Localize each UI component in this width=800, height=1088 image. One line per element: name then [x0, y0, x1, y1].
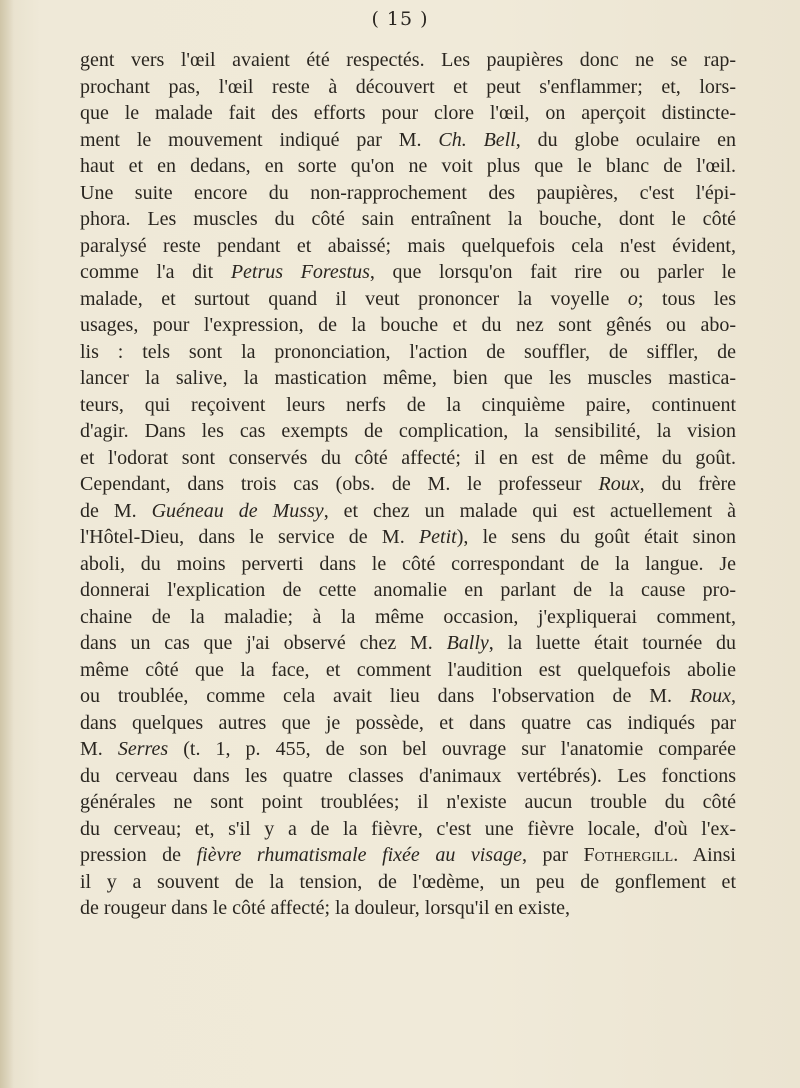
text-line: [80, 710, 736, 737]
text-run: teurs, qui reçoivent leurs nerfs de la cinquième paire, continuent: [80, 393, 736, 416]
text-run: générales ne sont point troublées; il n'existe aucun trouble du côté: [80, 791, 736, 813]
text-run: , par: [521, 844, 584, 866]
text-run: , du globe oculaire en: [515, 128, 736, 151]
text-run: d'agir. Dans les cas exempts de complication, la sensibilité, la vision: [80, 420, 736, 442]
text-line: [80, 286, 736, 313]
text-line: [80, 47, 736, 74]
text-run: pression de: [80, 844, 197, 866]
italic-text: Bally: [446, 632, 489, 654]
text-line: [80, 365, 736, 392]
text-run: ou troublée, comme cela avait lieu dans l'observation de M.: [80, 685, 690, 707]
text-run: chaine de la maladie; à la même occasion, j'expliquerai comment,: [80, 605, 736, 628]
italic-text: Guéneau de Mussy: [151, 499, 324, 522]
text-run: , du frère: [639, 473, 737, 495]
text-line: [80, 100, 736, 127]
text-line: [80, 577, 736, 604]
text-run: lancer la salive, la mastication même, bien que les muscles mastica-: [80, 367, 736, 389]
text-line: [80, 259, 736, 286]
text-run: de M.: [80, 499, 152, 522]
text-run: gent vers l'œil avaient été respectés. Les paupières donc ne se rap-: [80, 49, 736, 71]
text-line: [80, 233, 736, 260]
text-run: paralysé reste pendant et abaissé; mais quelquefois cela n'est évident,: [80, 234, 736, 257]
italic-text: Ch. Bell: [438, 128, 516, 151]
text-line: [80, 604, 736, 631]
text-line: [80, 789, 736, 816]
text-line: [80, 869, 736, 896]
text-run: , et chez un malade qui est actuellement à: [323, 499, 736, 522]
text-line: [80, 763, 736, 790]
italic-text: Petit: [418, 526, 457, 548]
text-run: phora. Les muscles du côté sain entraînent la bouche, dont le côté: [80, 208, 736, 230]
text-line: [80, 392, 736, 419]
text-line: [80, 683, 736, 710]
text-run: ment le mouvement indiqué par M.: [80, 128, 439, 151]
text-run: l'Hôtel-Dieu, dans le service de M.: [80, 526, 419, 548]
text-run: prochant pas, l'œil reste à découvert et peut s'enflammer; et, lors-: [80, 75, 736, 98]
text-run: lis : tels sont la prononciation, l'action de souffler, de siffler, de: [80, 340, 736, 363]
text-run: comme l'a dit: [80, 261, 231, 283]
page-number: ( 15 ): [371, 8, 429, 30]
text-run: de rougeur dans le côté affecté; la douleur, lorsqu'il en existe,: [80, 897, 571, 919]
text-run: du cerveau; et, s'il y a de la fièvre, c'est une fièvre locale, d'où l'ex-: [80, 817, 736, 840]
text-run: dans un cas que j'ai observé chez M.: [80, 632, 447, 654]
text-run: il y a souvent de la tension, de l'œdème, un peu de gonflement et: [80, 870, 736, 893]
text-run: Cependant, dans trois cas (obs. de M. le professeur: [80, 473, 599, 495]
text-line: [80, 630, 736, 657]
text-line: [80, 206, 736, 233]
italic-text: fièvre rhumatismale fixée au visage: [196, 844, 522, 866]
text-run: malade, et surtout quand il veut prononcer la voyelle: [80, 287, 628, 310]
text-run: , la luette était tournée du: [488, 632, 736, 654]
text-run: ; tous les: [637, 287, 736, 310]
italic-text: Petrus Forestus: [230, 261, 370, 283]
text-line: [80, 498, 736, 525]
text-run: même côté que la face, et comment l'audition est quelquefois abolie: [80, 658, 736, 681]
italic-text: Serres: [117, 738, 169, 760]
text-line: [80, 74, 736, 101]
text-run: (t. 1, p. 455, de son bel ouvrage sur l'anatomie comparée: [168, 738, 736, 760]
italic-text: Roux: [598, 473, 640, 495]
text-line: [80, 816, 736, 843]
text-run: Une suite encore du non-rapprochement des paupières, c'est l'épi-: [80, 181, 736, 204]
text-line: [80, 180, 736, 207]
text-run: donnerai l'explication de cette anomalie en parlant de la cause pro-: [80, 579, 736, 601]
body-text: [80, 47, 736, 922]
text-line: [80, 127, 736, 154]
text-line: [80, 339, 736, 366]
text-line: [80, 524, 736, 551]
text-run: du cerveau dans les quatre classes d'animaux vertébrés). Les fonctions: [80, 764, 736, 787]
page-binding-shadow: [0, 0, 14, 1088]
text-line: [80, 471, 736, 498]
italic-text: Roux: [689, 685, 731, 707]
text-run: aboli, du moins perverti dans le côté correspondant de la langue. Je: [80, 552, 736, 575]
text-run: dans quelques autres que je possède, et dans quatre cas indiqués par: [80, 711, 736, 734]
italic-text: o: [627, 287, 638, 310]
text-run: ,: [731, 685, 736, 707]
small-caps-text: Fothergill: [583, 844, 674, 866]
text-line: [80, 418, 736, 445]
text-line: [80, 657, 736, 684]
text-line: [80, 445, 736, 472]
text-line: [80, 842, 736, 869]
text-line: [80, 153, 736, 180]
text-line: [80, 895, 736, 922]
text-run: et l'odorat sont conservés du côté affecté; il en est de même du goût.: [80, 446, 736, 469]
text-run: . Ainsi: [673, 844, 736, 866]
text-run: , que lorsqu'on fait rire ou parler le: [369, 261, 736, 283]
text-run: usages, pour l'expression, de la bouche et du nez sont gênés ou abo-: [80, 314, 736, 336]
text-line: [80, 551, 736, 578]
text-line: [80, 312, 736, 339]
text-run: que le malade fait des efforts pour clore l'œil, on aperçoit distincte-: [80, 102, 736, 124]
text-run: ), le sens du goût était sinon: [456, 526, 737, 548]
text-line: [80, 736, 736, 763]
text-run: M.: [80, 738, 118, 760]
text-run: haut et en dedans, en sorte qu'on ne voit plus que le blanc de l'œil.: [80, 155, 736, 177]
